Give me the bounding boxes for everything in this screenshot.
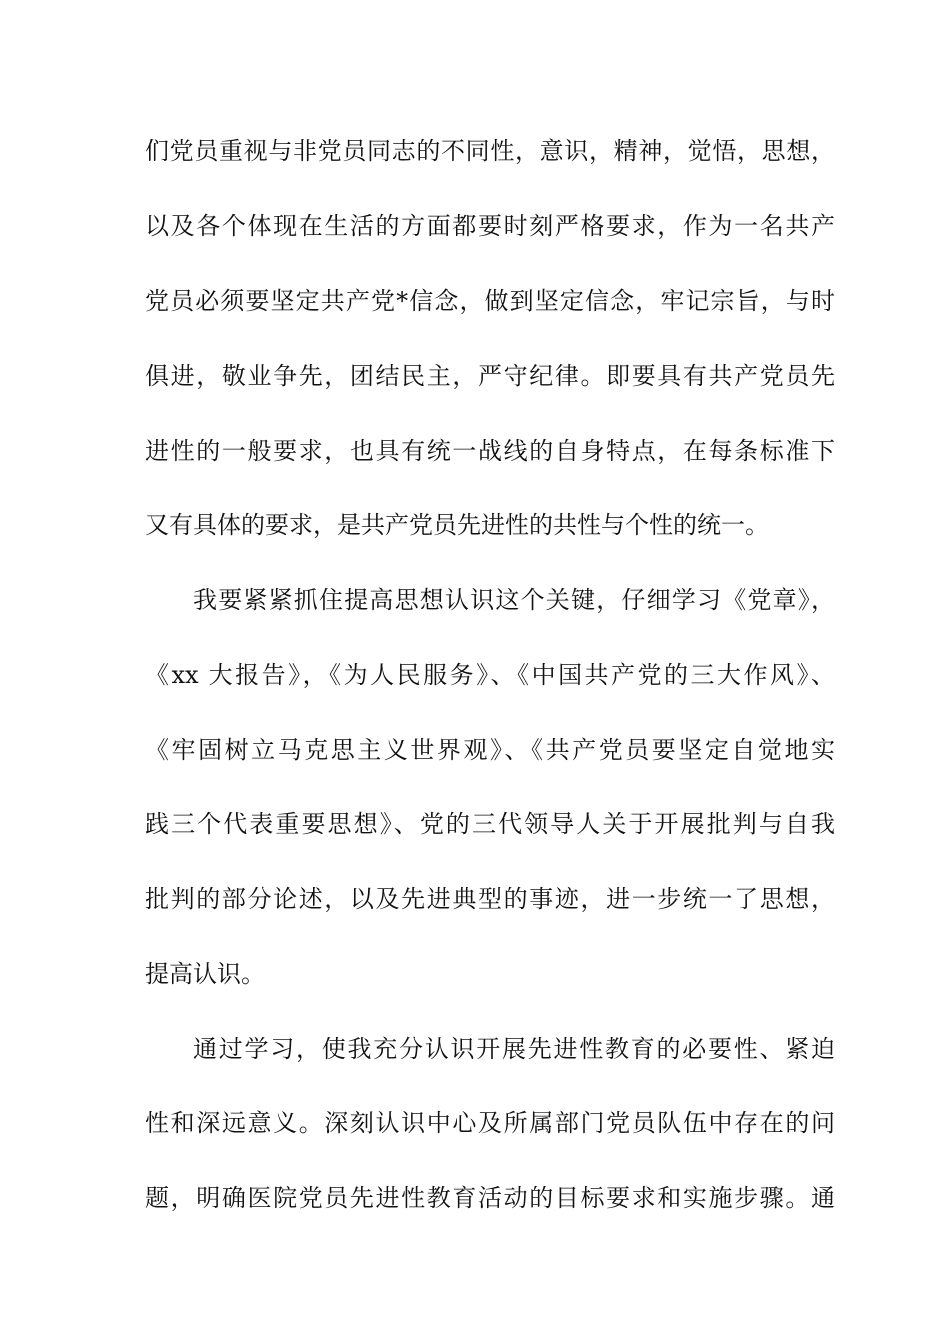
text-line: 《xx 大报告》，《为人民服务》、《中国共产党的三大作风》、 [145,661,835,689]
text-line: 又有具体的要求，是共产党员先进性的共性与个性的统一。 [145,511,769,539]
text-line: 《牢固树立马克思主义世界观》、《共产党员要坚定自觉地实 [145,736,835,764]
paragraph-first-line: 我要紧紧抓住提高思想认识这个关键，仔细学习《党章》， [193,586,835,614]
text-line: 们党员重视与非党员同志的不同性，意识，精神，觉悟，思想， [145,137,835,165]
text-line: 党员必须要坚定共产党*信念，做到坚定信念，牢记宗旨，与时 [145,287,835,315]
paragraph-first-line: 通过学习，使我充分认识开展先进性教育的必要性、紧迫 [193,1035,835,1063]
text-line: 践三个代表重要思想》、党的三代领导人关于开展批判与自我 [145,810,835,838]
text-line: 俱进，敬业争先，团结民主，严守纪律。即要具有共产党员先 [145,362,835,390]
text-line: 题，明确医院党员先进性教育活动的目标要求和实施步骤。通 [145,1184,835,1212]
text-line: 批判的部分论述，以及先进典型的事迹，进一步统一了思想， [145,885,835,913]
text-line: 以及各个体现在生活的方面都要时刻严格要求，作为一名共产 [145,212,835,240]
text-line: 提高认识。 [145,960,265,988]
text-line: 性和深远意义。深刻认识中心及所属部门党员队伍中存在的问 [145,1109,835,1137]
text-line: 进性的一般要求，也具有统一战线的自身特点，在每条标准下 [145,437,835,465]
